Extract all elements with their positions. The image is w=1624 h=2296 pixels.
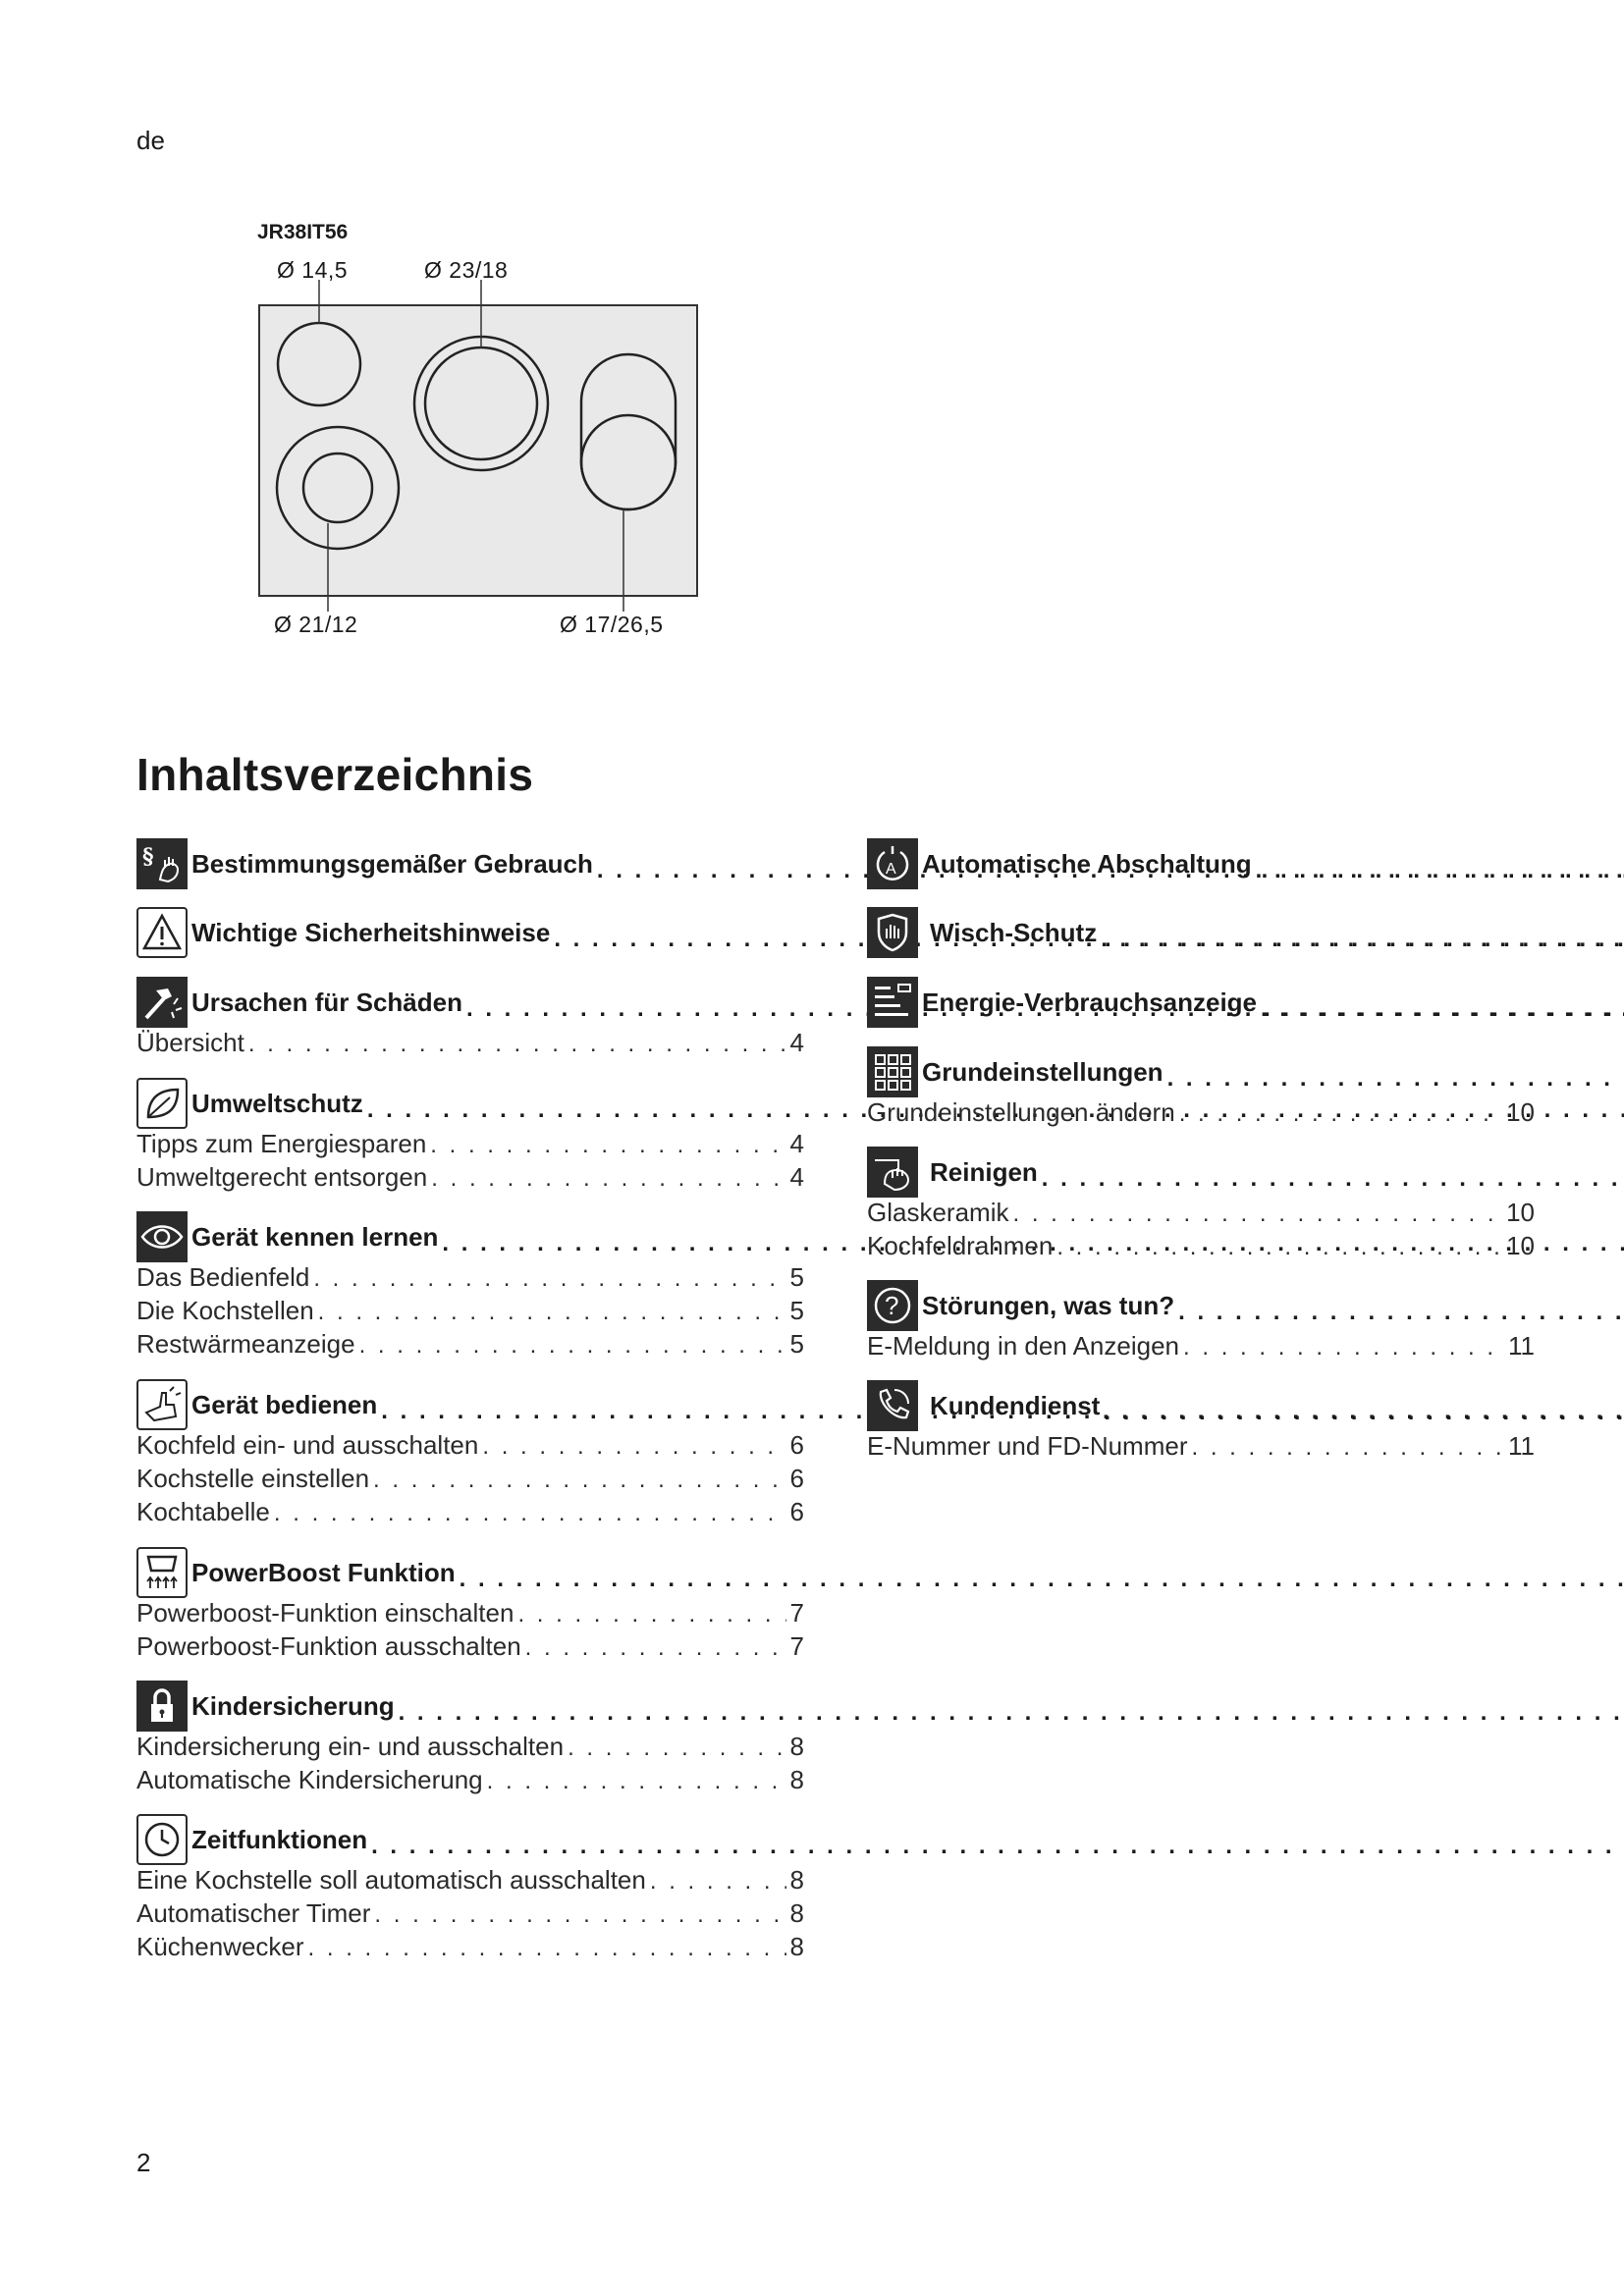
- toc-entry[interactable]: [136, 1681, 804, 1732]
- cleaning-icon: [867, 1147, 918, 1198]
- toc-entry[interactable]: [136, 838, 804, 889]
- toc-subentry-page: 8: [789, 1932, 804, 1961]
- toc-subentry[interactable]: [136, 1732, 804, 1765]
- auto-power-icon: [867, 838, 918, 889]
- toc-title: Inhaltsverzeichnis: [136, 749, 534, 800]
- wipe-protect-icon: [867, 907, 918, 958]
- toc-subentry-page: 8: [789, 1732, 804, 1761]
- toc-subentry[interactable]: [136, 1464, 804, 1497]
- warning-triangle-icon: [136, 907, 188, 958]
- toc-section: [136, 1681, 804, 1798]
- settings-grid-icon: [867, 1046, 918, 1097]
- toc-subentry[interactable]: [136, 1028, 804, 1061]
- toc-entry[interactable]: [136, 907, 804, 958]
- toc-subentry-title: E-Nummer und FD-Nummer: [867, 1431, 1188, 1461]
- dimension-label: Ø 17/26,5: [560, 612, 664, 637]
- toc-entry[interactable]: [136, 1814, 804, 1865]
- toc-entry[interactable]: [136, 1379, 804, 1430]
- toc-subentry-page: 11: [1508, 1431, 1535, 1461]
- toc-section: [136, 1379, 804, 1530]
- toc-subentry-title: Die Kochstellen: [136, 1296, 314, 1325]
- toc-subentry-page: 8: [789, 1765, 804, 1794]
- toc-section: [867, 1280, 1535, 1364]
- lock-icon: [136, 1681, 188, 1732]
- toc-section: [136, 838, 804, 889]
- dimension-label: Ø 23/18: [424, 257, 509, 283]
- toc-entry[interactable]: [867, 1280, 1535, 1331]
- toc-subentry-page: 11: [1508, 1331, 1535, 1361]
- toc-subentry-page: 6: [789, 1497, 804, 1526]
- page-number: 2: [136, 2148, 151, 2177]
- toc-subentry-page: 5: [789, 1329, 804, 1359]
- toc-subentry[interactable]: [867, 1431, 1535, 1465]
- toc-entry[interactable]: [136, 1211, 804, 1262]
- toc-subentry-page: 4: [789, 1162, 804, 1192]
- toc-entry[interactable]: [867, 977, 1535, 1028]
- toc-subentry[interactable]: [867, 1331, 1535, 1364]
- dimension-label: Ø 21/12: [274, 612, 358, 637]
- toc-entry-title: Bestimmungsgemäßer Gebrauch: [191, 848, 593, 879]
- language-code: de: [136, 126, 165, 155]
- pot-boost-icon: [136, 1547, 188, 1598]
- eye-icon: [136, 1211, 188, 1262]
- toc-section: [867, 977, 1535, 1028]
- toc-section: [136, 1078, 804, 1196]
- toc-subentry-title: Grundeinstellungen ändern: [867, 1097, 1175, 1127]
- toc-subentry[interactable]: [136, 1898, 804, 1932]
- toc-entry-title: Störungen, was tun?: [922, 1290, 1175, 1320]
- toc-subentry-title: Das Bedienfeld: [136, 1262, 310, 1292]
- toc-subentry-title: Powerboost-Funktion einschalten: [136, 1598, 514, 1628]
- energy-display-icon: [867, 977, 918, 1028]
- toc-subentry[interactable]: [867, 1198, 1535, 1231]
- toc-section: [136, 977, 804, 1061]
- toc-subentry-title: Eine Kochstelle soll automatisch ausschalten: [136, 1865, 646, 1895]
- toc-entry-title: Umweltschutz: [191, 1088, 363, 1118]
- toc-subentry-page: 10: [1506, 1097, 1535, 1127]
- toc-entry[interactable]: [867, 907, 1535, 958]
- toc-section: [136, 1814, 804, 1965]
- toc-section: [136, 1547, 804, 1665]
- toc-subentry[interactable]: [136, 1262, 804, 1296]
- toc-subentry-title: Kochfeld ein- und ausschalten: [136, 1430, 479, 1460]
- toc-subentry-page: 5: [789, 1262, 804, 1292]
- toc-entry[interactable]: [136, 1078, 804, 1129]
- dimension-label: Ø 14,5: [277, 257, 349, 283]
- toc-subentry-title: Glaskeramik: [867, 1198, 1009, 1227]
- toc-section: [867, 1046, 1535, 1131]
- toc-entry-title: Kindersicherung: [191, 1690, 395, 1721]
- toc-subentry[interactable]: [136, 1765, 804, 1798]
- toc-subentry-page: 7: [789, 1631, 804, 1661]
- toc-subentry-page: 8: [789, 1865, 804, 1895]
- toc-section: [867, 1147, 1535, 1264]
- toc-subentry-title: Automatischer Timer: [136, 1898, 371, 1928]
- toc-subentry-title: Umweltgerecht entsorgen: [136, 1162, 428, 1192]
- toc-subentry-title: Kochtabelle: [136, 1497, 270, 1526]
- toc-section: [136, 907, 804, 958]
- toc-subentry-title: Übersicht: [136, 1028, 244, 1057]
- toc-subentry-page: 8: [789, 1898, 804, 1928]
- toc-subentry[interactable]: [867, 1231, 1535, 1264]
- toc-subentry[interactable]: [136, 1497, 804, 1530]
- toc-entry-title: Reinigen: [930, 1156, 1038, 1187]
- toc-section: [867, 1380, 1535, 1465]
- toc-subentry-page: 10: [1506, 1231, 1535, 1260]
- model-number: JR38IT56: [257, 221, 349, 243]
- toc-subentry-title: E-Meldung in den Anzeigen: [867, 1331, 1180, 1361]
- toc-subentry[interactable]: [136, 1129, 804, 1162]
- toc-subentry-title: Restwärmeanzeige: [136, 1329, 355, 1359]
- paragraph-hand-icon: [136, 838, 188, 889]
- toc-subentry-page: 6: [789, 1430, 804, 1460]
- toc-section: [867, 838, 1535, 889]
- toc-entry[interactable]: [867, 1380, 1535, 1431]
- toc-subentry[interactable]: [136, 1932, 804, 1965]
- toc-subentry[interactable]: [136, 1329, 804, 1362]
- toc-entry-title: Wisch-Schutz: [930, 917, 1098, 947]
- clock-icon: [136, 1814, 188, 1865]
- toc-subentry-title: Powerboost-Funktion ausschalten: [136, 1631, 521, 1661]
- toc-subentry-title: Tipps zum Energiesparen: [136, 1129, 427, 1158]
- toc-subentry[interactable]: [136, 1631, 804, 1665]
- toc-subentry-title: Küchenwecker: [136, 1932, 304, 1961]
- svg-text:§: §: [142, 844, 154, 870]
- toc-subentry-title: Kochstelle einstellen: [136, 1464, 370, 1493]
- toc-entry-title: Automatische Abschaltung: [922, 848, 1252, 879]
- hand-control-icon: [136, 1379, 188, 1430]
- toc-subentry-page: 4: [789, 1028, 804, 1057]
- toc-entry-title: PowerBoost Funktion: [191, 1557, 456, 1587]
- toc-subentry-title: Automatische Kindersicherung: [136, 1765, 483, 1794]
- toc-subentry-page: 4: [789, 1129, 804, 1158]
- toc-section: [136, 1211, 804, 1362]
- toc-entry[interactable]: [867, 838, 1535, 889]
- toc-entry[interactable]: [867, 1147, 1535, 1198]
- toc-subentry-title: Kindersicherung ein- und ausschalten: [136, 1732, 565, 1761]
- toc-subentry[interactable]: [136, 1865, 804, 1898]
- toc-entry-title: Ursachen für Schäden: [191, 987, 462, 1017]
- toc-subentry-page: 7: [789, 1598, 804, 1628]
- toc-subentry[interactable]: [136, 1430, 804, 1464]
- leaf-icon: [136, 1078, 188, 1129]
- toc-entry[interactable]: [867, 1046, 1535, 1097]
- toc-entry-title: Zeitfunktionen: [191, 1824, 368, 1854]
- toc-entry[interactable]: [136, 977, 804, 1028]
- phone-icon: [867, 1380, 918, 1431]
- toc-entry-title: Gerät kennen lernen: [191, 1221, 439, 1252]
- svg-text:A: A: [886, 861, 896, 878]
- toc-subentry-title: Kochfeldrahmen: [867, 1231, 1054, 1260]
- cooktop-diagram: [245, 280, 717, 614]
- toc-subentry-page: 5: [789, 1296, 804, 1325]
- svg-text:?: ?: [885, 1291, 899, 1320]
- toc-subentry[interactable]: [867, 1097, 1535, 1131]
- toc-subentry-page: 10: [1506, 1198, 1535, 1227]
- question-icon: [867, 1280, 918, 1331]
- toc-entry-title: Kundendienst: [930, 1390, 1101, 1420]
- hammer-spark-icon: [136, 977, 188, 1028]
- toc-entry-title: Gerät bedienen: [191, 1389, 378, 1419]
- toc-subentry[interactable]: [136, 1162, 804, 1196]
- toc-entry-title: Energie-Verbrauchsanzeige: [922, 987, 1258, 1017]
- toc-subentry[interactable]: [136, 1598, 804, 1631]
- toc-entry[interactable]: [136, 1547, 804, 1598]
- toc-entry-title: Grundeinstellungen: [922, 1056, 1164, 1087]
- toc-entry-title: Wichtige Sicherheitshinweise: [191, 917, 551, 947]
- toc-subentry-page: 6: [789, 1464, 804, 1493]
- toc-section: [867, 907, 1535, 958]
- toc-subentry[interactable]: [136, 1296, 804, 1329]
